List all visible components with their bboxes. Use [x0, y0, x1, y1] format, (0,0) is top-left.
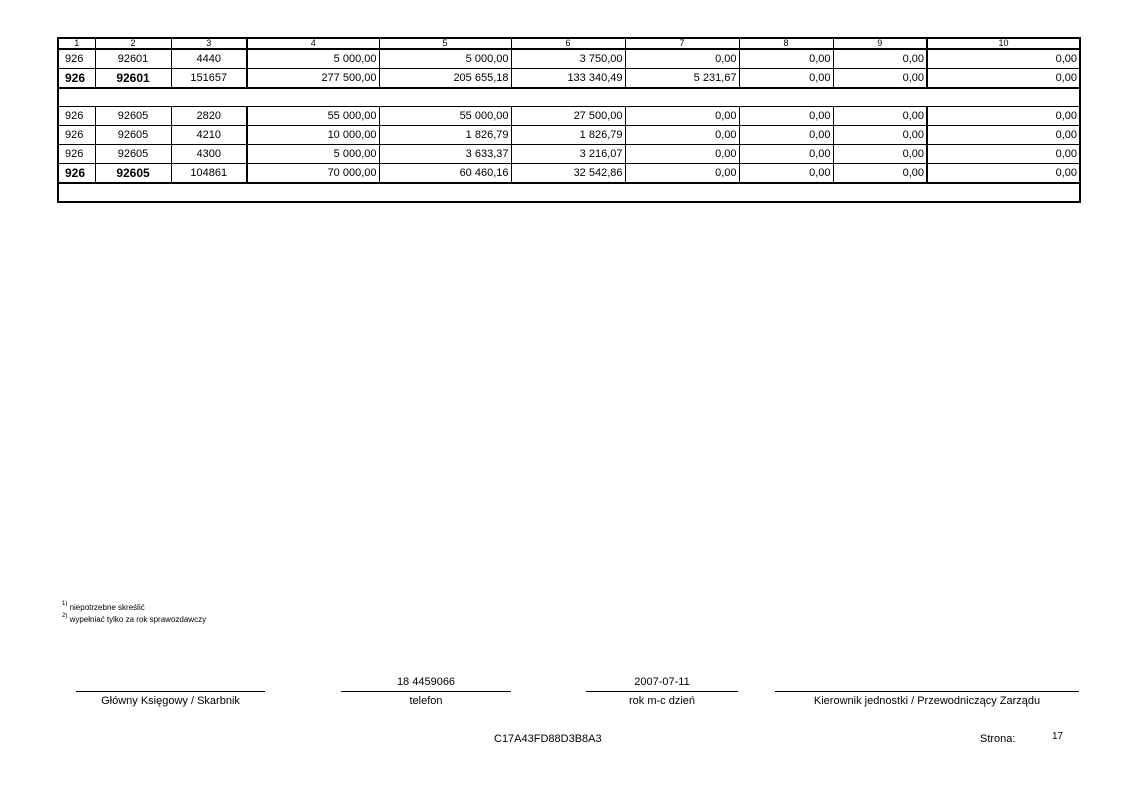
- cell-col-1: 926: [58, 49, 95, 69]
- footnote-1: [62, 603, 145, 612]
- table-row: [58, 145, 1080, 164]
- cell-col-5: 60 460,16: [379, 164, 511, 184]
- cell-col-1: 926: [58, 126, 95, 145]
- column-number-10: 10: [927, 38, 1080, 49]
- cell-col-9: 0,00: [833, 107, 927, 126]
- cell-col-2: 92605: [95, 145, 171, 164]
- phone-line: [341, 691, 511, 692]
- spacer-cell: [58, 183, 1080, 202]
- cell-col-4: 55 000,00: [247, 107, 379, 126]
- document-code: C17A43FD88D3B8A3: [494, 733, 602, 745]
- report-table: [57, 37, 1081, 203]
- cell-col-10: 0,00: [927, 164, 1080, 184]
- cell-col-3: 4210: [171, 126, 247, 145]
- accountant-signature-line: [76, 691, 265, 692]
- phone-value: 18 4459066: [396, 676, 456, 688]
- cell-col-9: 0,00: [833, 49, 927, 69]
- column-number-4: 4: [247, 38, 379, 49]
- footnote-2-text: wypełniać tylko za rok sprawozdawczy: [69, 615, 207, 624]
- cell-col-5: 1 826,79: [379, 126, 511, 145]
- cell-col-2: 92601: [95, 69, 171, 89]
- column-number-2: 2: [95, 38, 171, 49]
- cell-col-2: 92605: [95, 164, 171, 184]
- cell-col-6: 3 750,00: [511, 49, 625, 69]
- cell-col-8: 0,00: [739, 164, 833, 184]
- subtotal-row: [58, 164, 1080, 184]
- cell-col-1: 926: [58, 164, 95, 184]
- cell-col-7: 5 231,67: [625, 69, 739, 89]
- cell-col-9: 0,00: [833, 145, 927, 164]
- page-number: 17: [1052, 731, 1064, 742]
- cell-col-2: 92601: [95, 49, 171, 69]
- column-number-6: 6: [511, 38, 625, 49]
- column-number-3: 3: [171, 38, 247, 49]
- cell-col-5: 55 000,00: [379, 107, 511, 126]
- cell-col-3: 4440: [171, 49, 247, 69]
- date-label: rok m-c dzień: [628, 695, 696, 707]
- footnote-1-mark: 1): [62, 601, 68, 607]
- column-number-1: 1: [58, 38, 95, 49]
- column-number-8: 8: [739, 38, 833, 49]
- cell-col-6: 3 216,07: [511, 145, 625, 164]
- cell-col-8: 0,00: [739, 107, 833, 126]
- cell-col-5: 5 000,00: [379, 49, 511, 69]
- cell-col-3: 151657: [171, 69, 247, 89]
- accountant-label: Główny Księgowy / Skarbnik: [101, 695, 240, 707]
- head-signature-line: [775, 691, 1079, 692]
- cell-col-3: 104861: [171, 164, 247, 184]
- cell-col-10: 0,00: [927, 49, 1080, 69]
- page-label: Strona:: [980, 733, 1016, 745]
- cell-col-8: 0,00: [739, 69, 833, 89]
- cell-col-3: 4300: [171, 145, 247, 164]
- table-row: [58, 49, 1080, 69]
- cell-col-2: 92605: [95, 107, 171, 126]
- cell-col-10: 0,00: [927, 69, 1080, 89]
- column-number-7: 7: [625, 38, 739, 49]
- footnote-2-mark: 2): [62, 613, 68, 619]
- cell-col-7: 0,00: [625, 164, 739, 184]
- cell-col-5: 3 633,37: [379, 145, 511, 164]
- subtotal-row: [58, 69, 1080, 89]
- cell-col-6: 1 826,79: [511, 126, 625, 145]
- table-row: [58, 126, 1080, 145]
- column-number-5: 5: [379, 38, 511, 49]
- cell-col-7: 0,00: [625, 49, 739, 69]
- cell-col-5: 205 655,18: [379, 69, 511, 89]
- cell-col-2: 92605: [95, 126, 171, 145]
- cell-col-10: 0,00: [927, 126, 1080, 145]
- column-number-9: 9: [833, 38, 927, 49]
- footnote-2: [62, 615, 206, 624]
- spacer-row: [58, 183, 1080, 202]
- cell-col-4: 277 500,00: [247, 69, 379, 89]
- cell-col-4: 70 000,00: [247, 164, 379, 184]
- cell-col-3: 2820: [171, 107, 247, 126]
- cell-col-7: 0,00: [625, 126, 739, 145]
- cell-col-1: 926: [58, 107, 95, 126]
- cell-col-7: 0,00: [625, 107, 739, 126]
- spacer-cell: [58, 88, 1080, 107]
- cell-col-1: 926: [58, 69, 95, 89]
- cell-col-4: 5 000,00: [247, 49, 379, 69]
- cell-col-4: 5 000,00: [247, 145, 379, 164]
- footnote-1-text: niepotrzebne skreślić: [69, 603, 145, 612]
- cell-col-6: 133 340,49: [511, 69, 625, 89]
- column-number-header: [58, 38, 1080, 49]
- cell-col-8: 0,00: [739, 145, 833, 164]
- table-row: [58, 107, 1080, 126]
- head-label: Kierownik jednostki / Przewodniczący Zarządu: [813, 695, 1041, 707]
- date-value: 2007-07-11: [634, 676, 690, 688]
- cell-col-4: 10 000,00: [247, 126, 379, 145]
- cell-col-8: 0,00: [739, 126, 833, 145]
- cell-col-1: 926: [58, 145, 95, 164]
- cell-col-10: 0,00: [927, 145, 1080, 164]
- cell-col-7: 0,00: [625, 145, 739, 164]
- cell-col-9: 0,00: [833, 69, 927, 89]
- spacer-row: [58, 88, 1080, 107]
- cell-col-8: 0,00: [739, 49, 833, 69]
- cell-col-9: 0,00: [833, 164, 927, 184]
- cell-col-9: 0,00: [833, 126, 927, 145]
- cell-col-6: 27 500,00: [511, 107, 625, 126]
- date-line: [586, 691, 738, 692]
- cell-col-6: 32 542,86: [511, 164, 625, 184]
- cell-col-10: 0,00: [927, 107, 1080, 126]
- phone-label: telefon: [409, 695, 443, 707]
